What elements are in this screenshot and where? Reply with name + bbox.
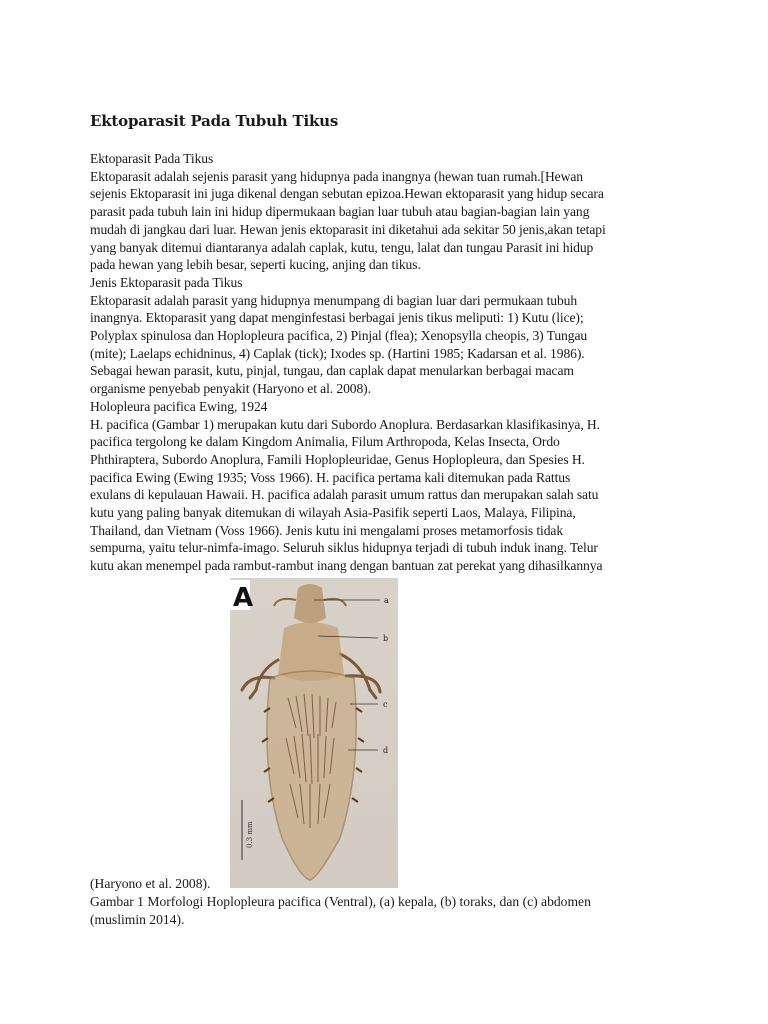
paragraph-line: Polyplax spinulosa dan Hoplopleura pacifica, 2) Pinjal (flea); Xenopsylla cheopis, 3) Tungau bbox=[90, 328, 588, 344]
section-heading: Jenis Ektoparasit pada Tikus bbox=[90, 274, 243, 290]
paragraph-line: kutu akan menempel pada rambut-rambut inang dengan bantuan zat perekat yang dihasilkannya bbox=[90, 558, 603, 574]
louse-illustration bbox=[230, 578, 398, 888]
paragraph-line: kutu yang paling banyak ditemukan di wilayah Asia-Pasifik seperti Laos, Malaya, Filipina, bbox=[90, 505, 576, 521]
paragraph-line: Thailand, dan Vietnam (Voss 1966). Jenis kutu ini mengalami proses metamorfosis tidak bbox=[90, 522, 564, 538]
panel-letter: A bbox=[233, 583, 254, 613]
label-d: d bbox=[383, 746, 389, 755]
paragraph-line: yang banyak ditemui diantaranya adalah caplak, kutu, tengu, lalat dan tungau Parasit ini hidup bbox=[90, 239, 594, 255]
paragraph-line: sempurna, yaitu telur-nimfa-imago. Seluruh siklus hidupnya terjadi di tubuh induk inang. Telur bbox=[90, 540, 598, 556]
document-title: Ektoparasit Pada Tubuh Tikus bbox=[90, 112, 339, 130]
paragraph-line: parasit pada tubuh lain ini hidup dipermukaan bagian luar tubuh atau bagian-bagian lain yang bbox=[90, 204, 590, 220]
figure-caption bbox=[90, 893, 690, 928]
paragraph-line: pacifica Ewing (Ewing 1935; Voss 1966). H. pacifica pertama kali ditemukan pada Rattus bbox=[90, 469, 571, 485]
paragraph-line: Phthiraptera, Subordo Anoplura, Famili Hoplopleuridae, Genus Hoplopleura, dan Spesies H. bbox=[90, 451, 585, 467]
section-heading: Ektoparasit Pada Tikus bbox=[90, 151, 214, 166]
paragraph-line: mudah di jangkau dari luar. Hewan jenis ektoparasit ini diketahui ada sekitar 50 jenis,akan tetapi bbox=[90, 221, 606, 237]
paragraph-line: inangnya. Ektoparasit yang dapat menginfestasi berbagai jenis tikus meliputi: 1) Kutu (lice); bbox=[90, 310, 584, 326]
louse-morphology-figure bbox=[230, 578, 398, 888]
paragraph-line: pada hewan yang lebih besar, seperti kucing, anjing dan tikus. bbox=[90, 257, 421, 273]
paragraph-line: Ektoparasit adalah parasit yang hidupnya menumpang di bagian luar dari permukaan tubuh bbox=[90, 292, 578, 308]
figure-citation: (Haryono et al. 2008). bbox=[90, 876, 211, 891]
scale-bar-label: 0.3 mm bbox=[246, 821, 254, 848]
label-b: b bbox=[383, 634, 389, 643]
paragraph-line: exulans di kepulauan Hawaii. H. pacifica adalah parasit umum rattus dan merupakan salah satu bbox=[90, 487, 599, 503]
louse-head bbox=[294, 584, 326, 623]
paragraph-line: Sebagai hewan parasit, kutu, pinjal, tungau, dan caplak dapat menularkan berbagai macam bbox=[90, 363, 574, 379]
paragraph-line: H. pacifica (Gambar 1) merupakan kutu dari Subordo Anoplura. Berdasarkan klasifikasinya, H. bbox=[90, 416, 600, 432]
louse-antenna-left bbox=[274, 599, 296, 606]
section-heading: Holopleura pacifica Ewing, 1924 bbox=[90, 398, 268, 414]
paragraph-line: sejenis Ektoparasit ini juga dikenal dengan sebutan epizoa.Hewan ektoparasit yang hidup secara bbox=[90, 186, 604, 202]
paragraph-line: pacifica tergolong ke dalam Kingdom Animalia, Filum Arthropoda, Kelas Insecta, Ordo bbox=[90, 434, 560, 450]
document-body bbox=[90, 150, 690, 575]
label-a: a bbox=[384, 596, 389, 605]
figure-labels bbox=[383, 596, 389, 755]
paragraph-line: (mite); Laelaps echidninus, 4) Caplak (tick); Ixodes sp. (Hartini 1985; Kadarsan et al. 1986). bbox=[90, 345, 585, 361]
label-c: c bbox=[383, 700, 388, 709]
paragraph-line: Ektoparasit adalah sejenis parasit yang hidupnya pada inangnya (hewan tuan rumah.[Hewan bbox=[90, 168, 583, 184]
caption-line: (muslimin 2014). bbox=[90, 911, 185, 927]
caption-line: Gambar 1 Morfologi Hoplopleura pacifica (Ventral), (a) kepala, (b) toraks, dan (c) abdomen bbox=[90, 894, 591, 909]
paragraph-line: organisme penyebab penyakit (Haryono et al. 2008). bbox=[90, 381, 371, 397]
